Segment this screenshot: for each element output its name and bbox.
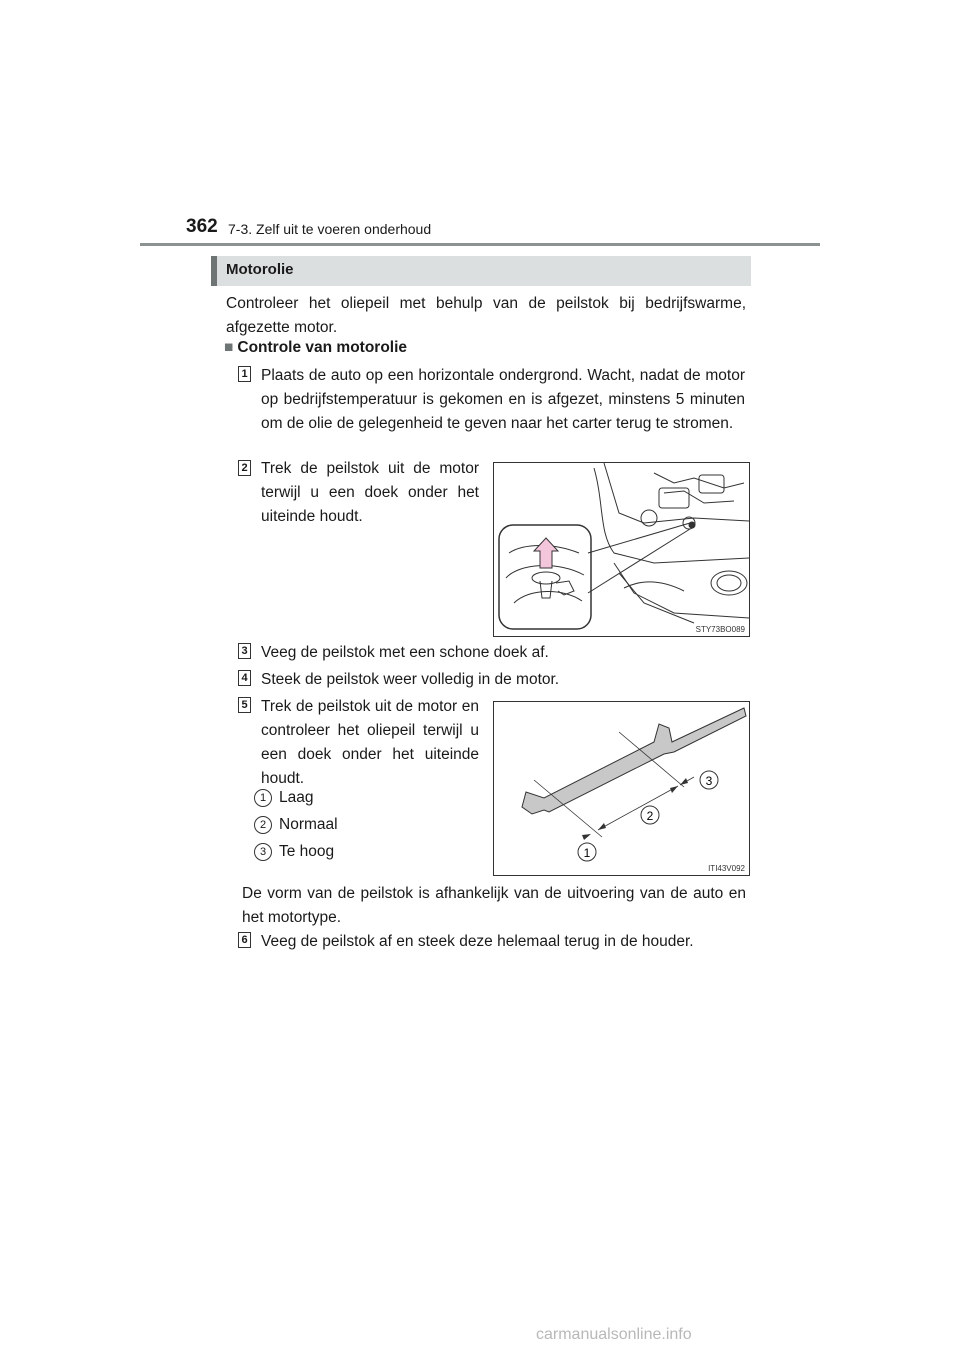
step-badge-2: 2 bbox=[238, 460, 251, 476]
step-badge-3: 3 bbox=[238, 643, 251, 659]
callout-label-1: 1 bbox=[583, 846, 591, 860]
engine-dipstick-figure bbox=[493, 462, 750, 637]
page-number: 362 bbox=[186, 216, 218, 237]
section-title-bar bbox=[211, 256, 751, 286]
legend-label-normal: Normaal bbox=[279, 816, 338, 833]
header-rule bbox=[140, 243, 820, 246]
legend-number-2: 2 bbox=[254, 816, 272, 834]
square-bullet-icon: ■ bbox=[224, 339, 234, 356]
subsection-heading bbox=[224, 339, 407, 357]
legend-label-high: Te hoog bbox=[279, 843, 335, 860]
note-paragraph: De vorm van de peilstok is afhankelijk van de uitvoering van de auto en het motortype. bbox=[242, 885, 746, 926]
engine-illustration bbox=[494, 463, 749, 636]
watermark: carmanualsonline.info bbox=[536, 1326, 692, 1343]
legend-number-1: 1 bbox=[254, 789, 272, 807]
step-text-6: Veeg de peilstok af en steek deze helemaal terug in de houder. bbox=[261, 933, 694, 950]
dipstick-illustration bbox=[494, 702, 749, 875]
intro-paragraph: Controleer het oliepeil met behulp van de peilstok bij bedrijfswarme, afgezette motor. bbox=[226, 295, 746, 336]
dipstick-levels-figure bbox=[493, 701, 750, 876]
step-badge-5: 5 bbox=[238, 697, 251, 713]
callout-label-3: 3 bbox=[705, 774, 713, 788]
step-badge-4: 4 bbox=[238, 670, 251, 686]
step-text-3: Veeg de peilstok met een schone doek af. bbox=[261, 644, 549, 661]
step-text-5: Trek de peilstok uit de motor en controleer het oliepeil terwijl u een doek onder het uiteinde houdt. bbox=[261, 698, 479, 787]
section-accent bbox=[211, 256, 217, 286]
pull-up-arrow-icon bbox=[534, 538, 558, 568]
chapter-title: 7-3. Zelf uit te voeren onderhoud bbox=[228, 221, 432, 237]
figure-code-dipstick: ITI43V092 bbox=[708, 864, 745, 873]
callout-label-2: 2 bbox=[646, 809, 654, 823]
step-text-1: Plaats de auto op een horizontale ondergrond. Wacht, nadat de motor op bedrijfstemperatuur is gekomen en is afgezet, minstens 5 minuten om de olie de gelegenheid te geven naar het carter terug te stromen. bbox=[261, 367, 745, 432]
figure-code-engine: STY73BO089 bbox=[695, 625, 745, 634]
legend-label-low: Laag bbox=[279, 789, 314, 806]
step-badge-6: 6 bbox=[238, 932, 251, 948]
step-badge-1: 1 bbox=[238, 366, 251, 382]
subsection-title: Controle van motorolie bbox=[237, 339, 408, 356]
step-text-4: Steek de peilstok weer volledig in de motor. bbox=[261, 671, 560, 688]
section-title: Motorolie bbox=[226, 261, 294, 278]
step-text-2: Trek de peilstok uit de motor terwijl u een doek onder het uiteinde houdt. bbox=[261, 460, 479, 525]
legend-number-3: 3 bbox=[254, 843, 272, 861]
